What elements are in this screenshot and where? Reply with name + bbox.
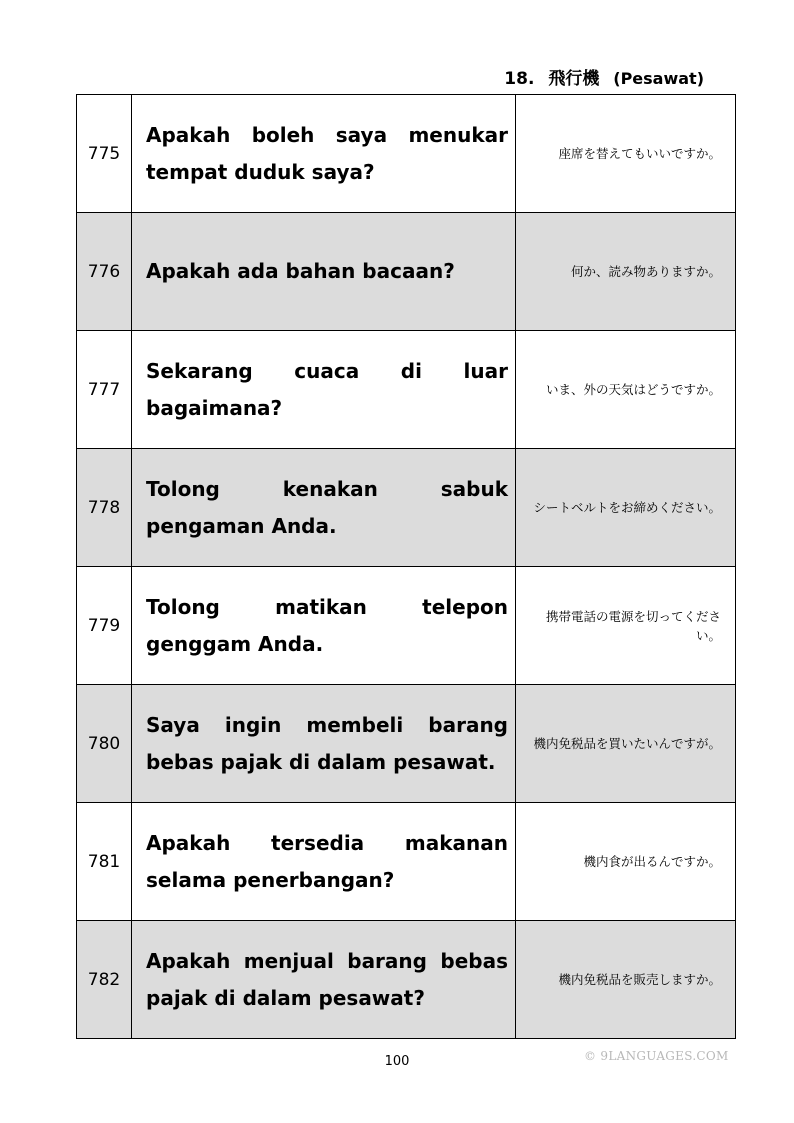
phrase-number: 779 [77, 567, 132, 685]
page-number: 100 [384, 1054, 410, 1069]
table-row [77, 803, 736, 921]
phrase-number: 782 [77, 921, 132, 1039]
table-row [77, 921, 736, 1039]
phrase-table [76, 94, 736, 1039]
phrase-indonesian: Apakah boleh saya menukar tempat duduk saya? [132, 95, 516, 213]
phrase-indonesian: Tolong matikan telepon genggam Anda. [132, 567, 516, 685]
table-row [77, 95, 736, 213]
phrase-japanese: 何か、読み物ありますか。 [516, 213, 736, 331]
section-heading [504, 64, 704, 89]
phrase-japanese: 機内食が出るんですか。 [516, 803, 736, 921]
phrase-number: 781 [77, 803, 132, 921]
section-number: 18. [504, 69, 535, 89]
section-title-indonesian: (Pesawat) [613, 69, 704, 88]
phrase-indonesian: Saya ingin membeli barang bebas pajak di dalam pesawat. [132, 685, 516, 803]
phrase-indonesian: Apakah ada bahan bacaan? [132, 213, 516, 331]
phrase-number: 778 [77, 449, 132, 567]
phrase-japanese: シートベルトをお締めください。 [516, 449, 736, 567]
phrase-indonesian: Tolong kenakan sabuk pengaman Anda. [132, 449, 516, 567]
phrase-japanese: 機内免税品を買いたいんですが。 [516, 685, 736, 803]
phrase-japanese: 機内免税品を販売しますか。 [516, 921, 736, 1039]
phrase-number: 777 [77, 331, 132, 449]
phrase-japanese: いま、外の天気はどうですか。 [516, 331, 736, 449]
phrase-number: 775 [77, 95, 132, 213]
phrase-indonesian: Sekarang cuaca di luar bagaimana? [132, 331, 516, 449]
phrase-number: 780 [77, 685, 132, 803]
table-row [77, 449, 736, 567]
copyright-watermark: © 9LANGUAGES.COM [584, 1049, 729, 1063]
phrase-indonesian: Apakah menjual barang bebas pajak di dalam pesawat? [132, 921, 516, 1039]
section-title-japanese: 飛行機 [548, 69, 600, 89]
table-row [77, 567, 736, 685]
table-row [77, 331, 736, 449]
table-row [77, 685, 736, 803]
phrase-number: 776 [77, 213, 132, 331]
phrase-japanese: 携帯電話の電源を切ってください。 [516, 567, 736, 685]
table-row [77, 213, 736, 331]
phrase-japanese: 座席を替えてもいいですか。 [516, 95, 736, 213]
phrase-indonesian: Apakah tersedia makanan selama penerbangan? [132, 803, 516, 921]
